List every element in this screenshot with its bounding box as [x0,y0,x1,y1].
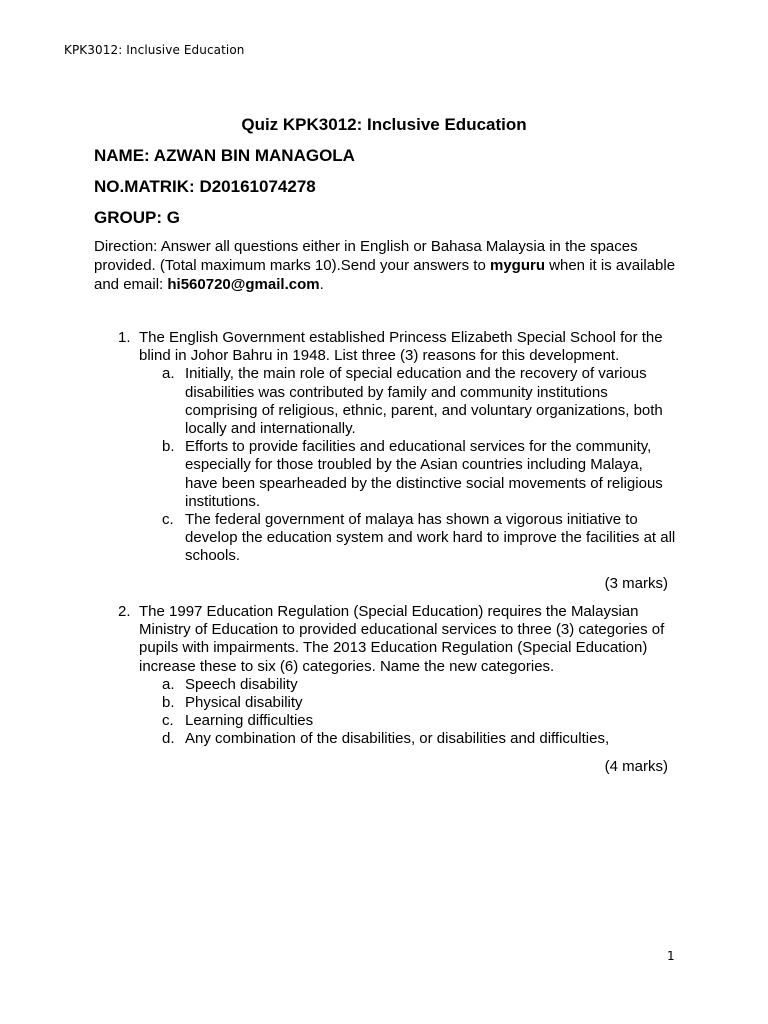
question-number: 1. [118,329,131,346]
marks-label: (4 marks) [604,758,668,775]
student-name: NAME: AZWAN BIN MANAGOLA [94,146,355,165]
directions-paragraph [94,237,684,294]
answer-text: The federal government of malaya has shown a vigorous initiative to develop the education system and work hard to improve the facilities at all schools. [185,511,676,565]
email-address: hi560720@gmail.com [167,276,320,293]
answer-letter: c. [162,511,174,529]
directions-text: Direction: Answer all questions either in English or Bahasa Malaysia in the spaces provided. (Total maximum marks 10).Send your answers to [94,238,638,274]
question-2 [118,603,678,749]
answer-list [118,676,678,749]
answer-item [118,730,678,748]
answer-text: Learning difficulties [185,712,314,730]
marks-label: (3 marks) [604,575,668,592]
question-1 [118,329,678,566]
answer-letter: a. [162,365,175,383]
answer-item [118,694,678,712]
answer-item [118,365,678,438]
answer-letter: d. [162,730,175,748]
page-number: 1 [667,949,675,963]
page-title: Quiz KPK3012: Inclusive Education [241,115,527,134]
answer-item [118,511,678,566]
directions-text-3: . [319,276,324,293]
myguru-text: myguru [489,257,545,274]
answer-text: Efforts to provide facilities and educational services for the community, especially for those troubled by the Asian countries including Malaya, have been spearheaded by the distinctive social movements of religious institutions. [185,438,663,510]
group-label: GROUP: G [94,208,180,227]
answer-item [118,676,678,694]
question-text: The English Government established Princess Elizabeth Special School for the blind in Johor Bahru in 1948. List three (3) reasons for this development. [139,329,663,365]
answer-text: Physical disability [185,694,303,712]
directions-text-2: when it is available and email: [94,257,676,293]
answer-letter: c. [162,712,174,730]
answer-letter: b. [162,694,175,712]
answer-list [118,365,678,565]
answer-letter: a. [162,675,175,693]
answer-text: Initially, the main role of special education and the recovery of various disabilities was contributed by family and community institutions comprising of religious, ethnic, parent, and voluntary organizations, both locally and internationally. [185,365,663,438]
matrik-number: NO.MATRIK: D20161074278 [94,177,316,196]
answer-text: Speech disability [185,675,298,693]
question-number: 2. [118,603,131,620]
answer-letter: b. [162,438,175,456]
running-header: KPK3012: Inclusive Education [64,43,245,57]
answer-text: Any combination of the disabilities, or disabilities and difficulties, [185,730,610,748]
answer-item [118,712,678,730]
question-text: The 1997 Education Regulation (Special Education) requires the Malaysian Ministry of Education to provided educational services to three (3) categories of pupils with impairments. The 2013 Education Regulation (Special Education) increase these to six (6) categories. Name the new categories. [139,603,665,675]
answer-item [118,438,678,511]
